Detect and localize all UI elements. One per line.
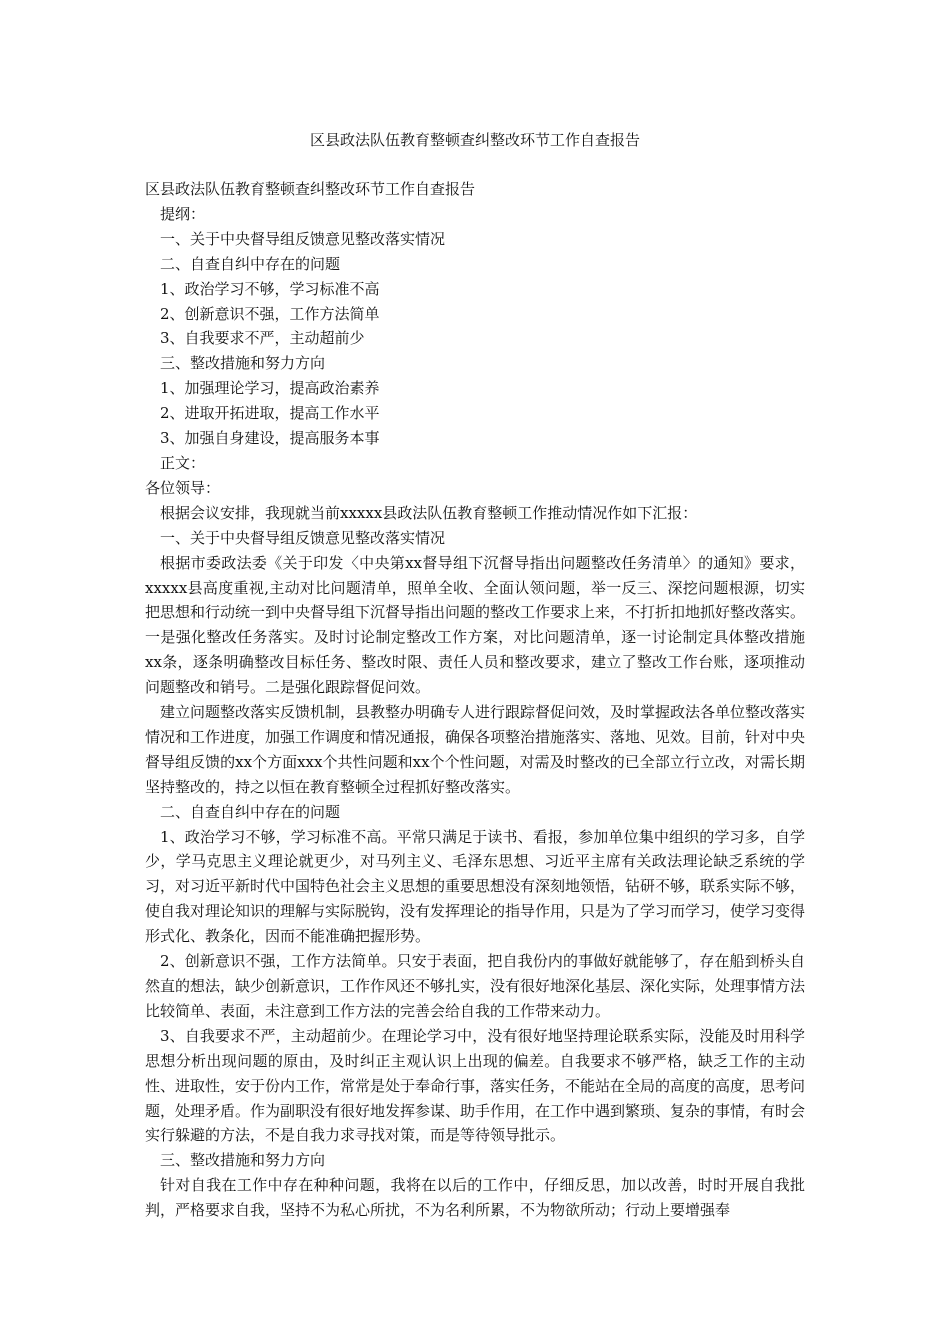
body-line: 3、加强自身建设，提高服务本事 [160, 429, 380, 448]
body-line: 提纲： [160, 204, 206, 223]
document-body [145, 177, 805, 1223]
body-line: 三、整改措施和努力方向 [160, 1151, 326, 1170]
body-line: 2、进取开拓进取，提高工作水平 [160, 404, 380, 423]
body-line: 一、关于中央督导组反馈意见整改落实情况 [160, 229, 446, 248]
body-paragraph: 2、创新意识不强，工作方法简单。只安于表面，把自我份内的事做好就能够了，存在船到桥头自然直的想法，缺少创新意识，工作作风还不够扎实，没有很好地深化基层、深化实际，处理事情方法比较简单、表面，未注意到工作方法的完善会给自我的工作带来动力。 [145, 952, 806, 1020]
body-line: 1、加强理论学习，提高政治素养 [160, 379, 380, 398]
body-line: 正文： [160, 453, 206, 472]
body-line: 1、政治学习不够，学习标准不高 [160, 279, 380, 298]
body-line: 根据会议安排，我现就当前xxxxx县政法队伍教育整顿工作推动情况作如下汇报： [160, 503, 698, 522]
body-line: 三、整改措施和努力方向 [160, 354, 326, 373]
body-line: 3、自我要求不严，主动超前少 [160, 329, 365, 348]
body-line: 区县政法队伍教育整顿查纠整改环节工作自查报告 [145, 180, 476, 198]
body-line: 各位领导： [145, 478, 221, 497]
body-paragraph: 3、自我要求不严，主动超前少。在理论学习中，没有很好地坚持理论联系实际，没能及时用科学思想分析出现问题的原由，及时纠正主观认识上出现的偏差。自我要求不够严格，缺乏工作的主动性、进取性，安于份内工作，常常是处于奉命行事，落实任务，不能站在全局的高度的高度，思考问题，处理矛盾。作为副职没有很好地发挥参谋、助手作用，在工作中遇到繁琐、复杂的事情，有时会实行躲避的方法，不是自我力求寻找对策，而是等待领导批示。 [145, 1026, 806, 1145]
body-line: 2、创新意识不强，工作方法简单 [160, 304, 380, 323]
body-line: 一、关于中央督导组反馈意见整改落实情况 [160, 528, 446, 547]
body-paragraph: 针对自我在工作中存在种种问题，我将在以后的工作中，仔细反思，加以改善，时时开展自我批判，严格要求自我，坚持不为私心所扰，不为名利所累，不为物欲所动；行动上要增强奉 [145, 1176, 805, 1220]
body-line: 二、自查自纠中存在的问题 [160, 802, 341, 821]
document-title: 区县政法队伍教育整顿查纠整改环节工作自查报告 [309, 131, 640, 149]
body-paragraph: 建立问题整改落实反馈机制，县教整办明确专人进行跟踪督促问效，及时掌握政法各单位整改落实情况和工作进度，加强工作调度和情况通报，确保各项整治措施落实、落地、见效。目前，针对中央督导组反馈的xx个方面xxx个共性问题和xx个个性问题，对需及时整改的已全部立行立改，对需长期坚持整改的，持之以恒在教育整顿全过程抓好整改落实。 [145, 703, 806, 796]
body-line: 二、自查自纠中存在的问题 [160, 254, 341, 273]
body-paragraph: 1、政治学习不够，学习标准不高。平常只满足于读书、看报，参加单位集中组织的学习多，自学少，学马克思主义理论就更少，对马列主义、毛泽东思想、习近平主席有关政法理论缺乏系统的学习，对习近平新时代中国特色社会主义思想的重要思想没有深刻地领悟，钻研不够，联系实际不够，使自我对理论知识的理解与实际脱钩，没有发挥理论的指导作用，只是为了学习而学习，使学习变得形式化、教条化，因而不能准确把握形势。 [145, 827, 806, 946]
body-paragraph: 根据市委政法委《关于印发〈中央第xx督导组下沉督导指出问题整改任务清单〉的通知》要求，xxxxx县高度重视,主动对比问题清单，照单全收、全面认领问题，举一反三、深挖问题根源，切实把思想和行动统一到中央督导组下沉督导指出问题的整改工作要求上来，不打折扣地抓好整改落实。一是强化整改任务落实。及时讨论制定整改工作方案，对比问题清单，逐一讨论制定具体整改措施xx条，逐条明确整改目标任务、整改时限、责任人员和整改要求，建立了整改工作台账，逐项推动问题整改和销号。二是强化跟踪督促问效。 [145, 553, 806, 697]
